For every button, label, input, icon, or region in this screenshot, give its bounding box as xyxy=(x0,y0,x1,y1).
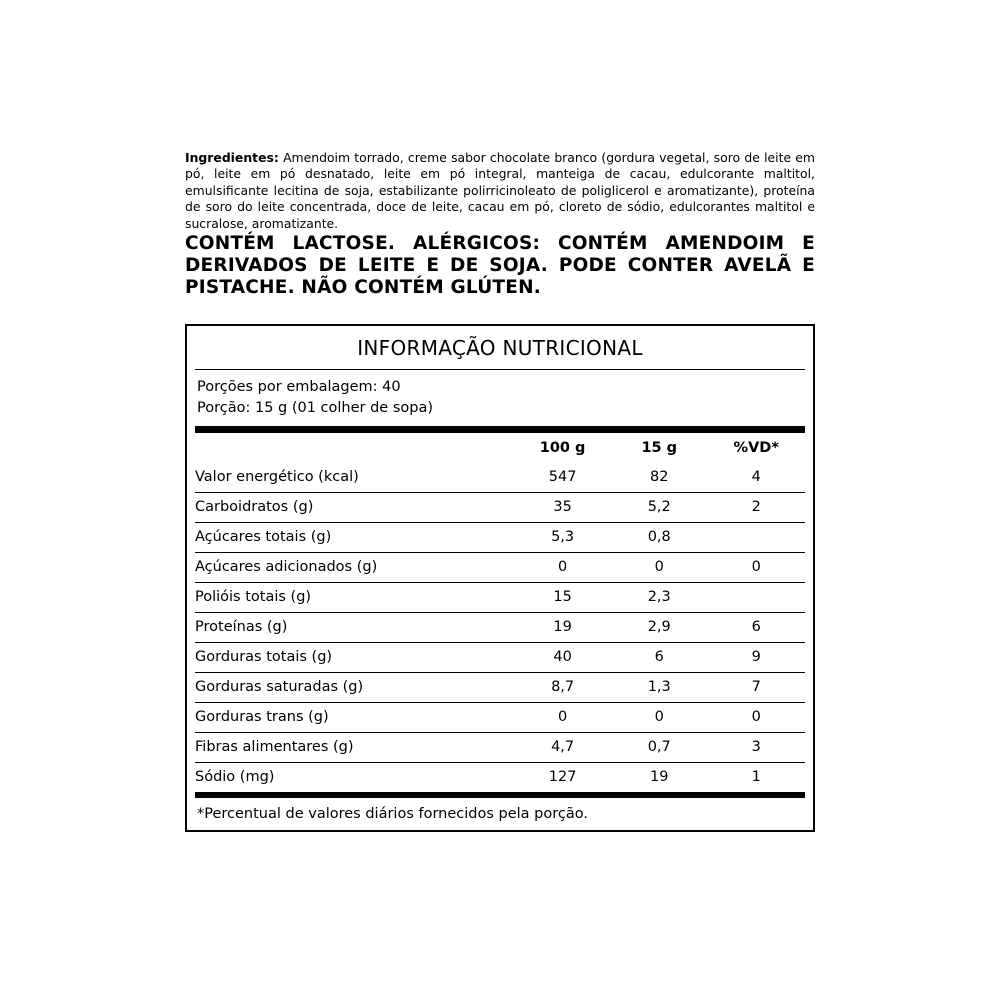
table-row xyxy=(195,762,805,792)
row-label: Gorduras saturadas (g) xyxy=(195,672,514,702)
column-header-15g: 15 g xyxy=(641,439,678,456)
row-value-15g: 0,7 xyxy=(611,732,707,762)
row-label: Proteínas (g) xyxy=(195,612,514,642)
row-value-100g: 8,7 xyxy=(514,672,611,702)
row-label: Gorduras trans (g) xyxy=(195,702,514,732)
nutrition-facts-table xyxy=(185,324,815,831)
serving-info xyxy=(187,370,813,425)
row-value-15g: 0,8 xyxy=(611,522,707,552)
row-label: Valor energético (kcal) xyxy=(195,463,514,493)
table-row xyxy=(195,642,805,672)
row-value-vd xyxy=(707,582,805,612)
row-value-15g: 82 xyxy=(611,463,707,493)
header-top-rule xyxy=(195,426,805,433)
row-value-vd xyxy=(707,522,805,552)
ingredients-label: Ingredientes: xyxy=(185,150,279,165)
table-row xyxy=(195,732,805,762)
row-value-15g: 2,3 xyxy=(611,582,707,612)
row-value-vd: 4 xyxy=(707,463,805,493)
table-row xyxy=(195,492,805,522)
row-value-15g: 0 xyxy=(611,552,707,582)
table-row xyxy=(195,552,805,582)
row-value-vd: 0 xyxy=(707,552,805,582)
row-value-vd: 0 xyxy=(707,702,805,732)
servings-per-pack: Porções por embalagem: 40 xyxy=(197,379,401,396)
row-value-vd: 7 xyxy=(707,672,805,702)
table-row xyxy=(195,612,805,642)
row-value-100g: 40 xyxy=(514,642,611,672)
serving-size: Porção: 15 g (01 colher de sopa) xyxy=(197,399,434,416)
row-value-15g: 19 xyxy=(650,769,669,786)
row-label: Sódio (mg) xyxy=(195,769,275,786)
row-value-100g: 0 xyxy=(514,552,611,582)
row-value-100g: 15 xyxy=(514,582,611,612)
row-value-vd: 2 xyxy=(707,492,805,522)
allergen-warning: CONTÉM LACTOSE. ALÉRGICOS: CONTÉM AMENDOIM E DERIVADOS DE LEITE E DE SOJA. PODE CONTER AVELÃ E PISTACHE. NÃO CONTÉM GLÚTEN. xyxy=(185,232,815,298)
row-value-vd: 1 xyxy=(751,769,761,786)
row-value-100g: 4,7 xyxy=(514,732,611,762)
ingredients-text: Amendoim torrado, creme sabor chocolate branco (gordura vegetal, soro de leite em pó, leite em pó desnatado, leite em pó integral, manteiga de cacau, edulcorante maltitol, emulsificante lecitina de soja, estabilizante polirricinoleato de poliglicerol e aromatizante), proteína de soro do leite concentrada, doce de leite, cacau em pó, cloreto de sódio, edulcorantes maltitol e sucralose, aromatizante. xyxy=(185,150,815,231)
row-value-15g: 6 xyxy=(611,642,707,672)
row-label: Carboidratos (g) xyxy=(195,492,514,522)
row-value-vd: 6 xyxy=(707,612,805,642)
row-value-15g: 5,2 xyxy=(611,492,707,522)
row-label: Polióis totais (g) xyxy=(195,582,514,612)
daily-value-footnote: *Percentual de valores diários fornecidos pela porção. xyxy=(197,805,588,822)
table-row xyxy=(195,702,805,732)
column-header-nutrient xyxy=(195,433,514,463)
nutrition-title: INFORMAÇÃO NUTRICIONAL xyxy=(357,336,643,361)
row-value-vd: 3 xyxy=(707,732,805,762)
row-value-15g: 1,3 xyxy=(611,672,707,702)
row-value-100g: 19 xyxy=(514,612,611,642)
row-label: Açúcares totais (g) xyxy=(195,522,514,552)
row-label: Açúcares adicionados (g) xyxy=(195,552,514,582)
column-header-vd: %VD* xyxy=(733,439,779,456)
row-value-15g: 0 xyxy=(611,702,707,732)
row-label: Gorduras totais (g) xyxy=(195,642,514,672)
table-header-row xyxy=(195,433,805,463)
table-row xyxy=(195,672,805,702)
row-value-vd: 9 xyxy=(707,642,805,672)
row-value-100g: 547 xyxy=(514,463,611,493)
row-value-100g: 0 xyxy=(514,702,611,732)
nutrition-values-table xyxy=(195,433,805,792)
row-value-100g: 5,3 xyxy=(514,522,611,552)
ingredients-paragraph xyxy=(185,150,815,232)
column-header-100g: 100 g xyxy=(539,439,586,456)
table-row xyxy=(195,463,805,493)
row-value-100g: 127 xyxy=(548,769,577,786)
row-label: Fibras alimentares (g) xyxy=(195,732,514,762)
row-value-100g: 35 xyxy=(514,492,611,522)
row-value-15g: 2,9 xyxy=(611,612,707,642)
table-row xyxy=(195,582,805,612)
nutrition-label-page xyxy=(185,150,815,832)
table-row xyxy=(195,522,805,552)
